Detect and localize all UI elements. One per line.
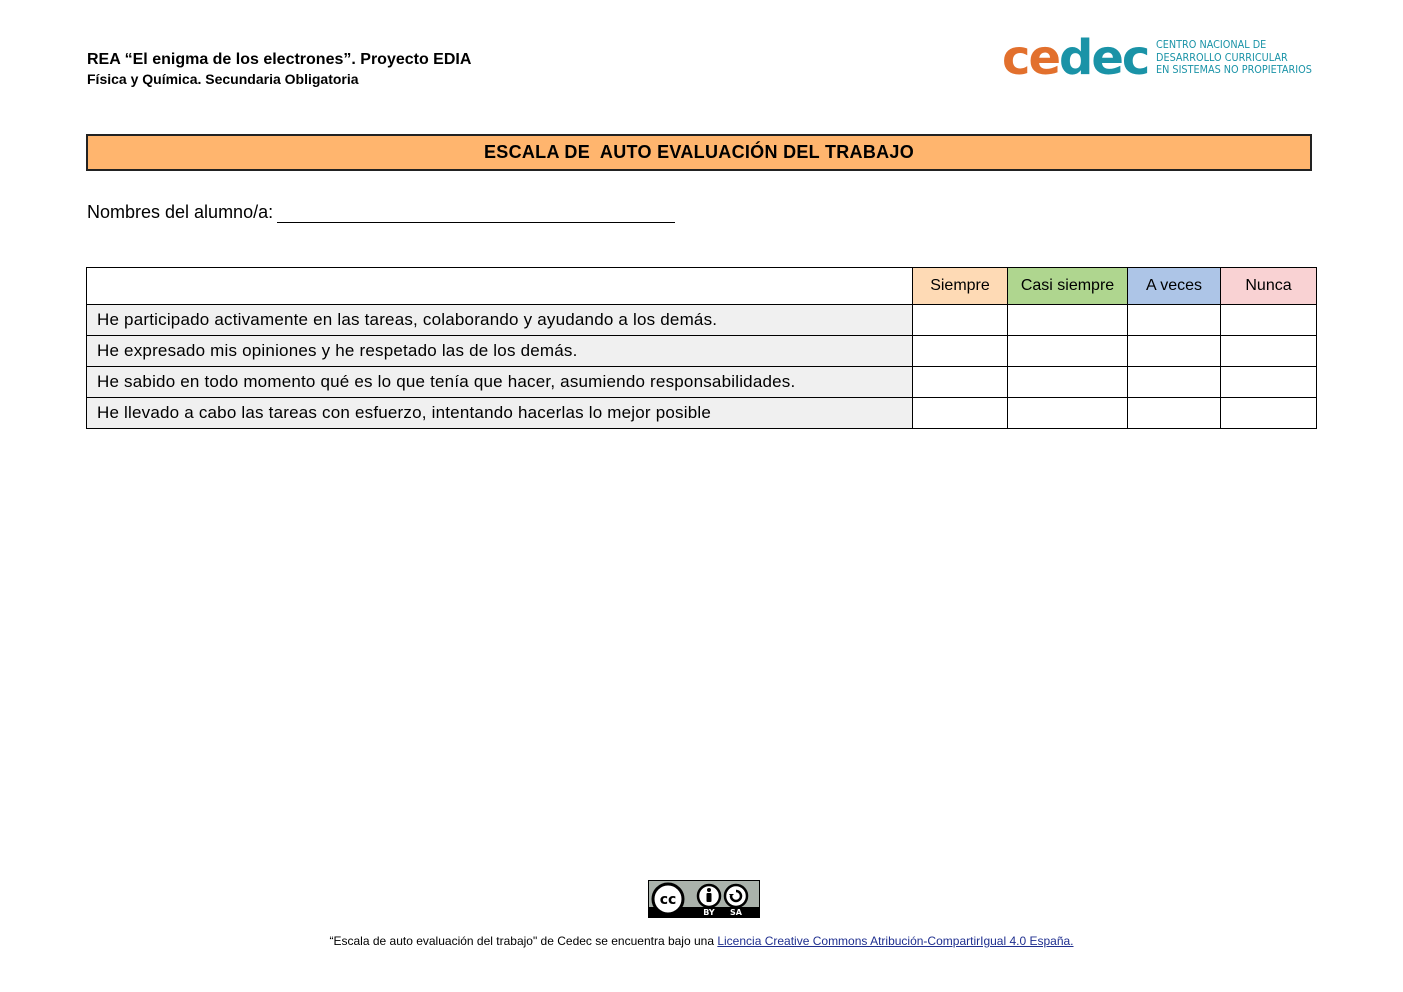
col-header-siempre: Siempre (913, 268, 1008, 305)
answer-cell-a-veces[interactable] (1128, 336, 1221, 367)
answer-cell-a-veces[interactable] (1128, 398, 1221, 429)
answer-cell-siempre[interactable] (913, 367, 1008, 398)
student-name-blank[interactable] (277, 204, 675, 223)
student-name-line (87, 202, 675, 223)
answer-cell-a-veces[interactable] (1128, 367, 1221, 398)
cedec-logo (1002, 32, 1334, 84)
answer-cell-nunca[interactable] (1221, 398, 1317, 429)
license-footer (0, 934, 1403, 948)
svg-text:cc: cc (659, 892, 677, 908)
cc-badge-by: BY (703, 908, 715, 917)
cc-badge-graphic (649, 881, 759, 917)
table-row (87, 398, 1317, 429)
logo-word-teal: dec (1059, 30, 1149, 86)
license-text: “Escala de auto evaluación del trabajo" de Cedec se encuentra bajo una (329, 934, 718, 948)
cc-badge-sa: SA (730, 908, 742, 917)
answer-cell-siempre[interactable] (913, 398, 1008, 429)
logo-line-1: CENTRO NACIONAL DE (1156, 38, 1267, 52)
answer-cell-siempre[interactable] (913, 336, 1008, 367)
title-banner: ESCALA DE AUTO EVALUACIÓN DEL TRABAJO (86, 134, 1312, 171)
cc-by-sa-icon[interactable] (648, 880, 760, 918)
header-empty-cell (87, 268, 913, 305)
table-row (87, 305, 1317, 336)
item-statement: He sabido en todo momento qué es lo que tenía que hacer, asumiendo responsabilidades. (87, 367, 913, 398)
table-row (87, 367, 1317, 398)
header-title: REA “El enigma de los electrones”. Proyecto EDIA (87, 51, 472, 68)
answer-cell-siempre[interactable] (913, 305, 1008, 336)
answer-cell-casi-siempre[interactable] (1008, 305, 1128, 336)
col-header-nunca: Nunca (1221, 268, 1317, 305)
license-link[interactable]: Licencia Creative Commons Atribución-CompartirIgual 4.0 España. (717, 934, 1074, 948)
cedec-logo-tagline (1156, 39, 1312, 77)
answer-cell-casi-siempre[interactable] (1008, 336, 1128, 367)
document-header (87, 50, 471, 88)
logo-line-3: EN SISTEMAS NO PROPIETARIOS (1156, 63, 1313, 77)
self-evaluation-table (86, 267, 1317, 429)
logo-line-2: DESARROLLO CURRICULAR (1156, 50, 1289, 64)
item-statement: He participado activamente en las tareas, colaborando y ayudando a los demás. (87, 305, 913, 336)
header-subtitle: Física y Química. Secundaria Obligatoria (87, 71, 359, 87)
table-header-row (87, 268, 1317, 305)
answer-cell-casi-siempre[interactable] (1008, 367, 1128, 398)
answer-cell-nunca[interactable] (1221, 336, 1317, 367)
item-statement: He llevado a cabo las tareas con esfuerzo, intentando hacerlas lo mejor posible (87, 398, 913, 429)
col-header-casi-siempre: Casi siempre (1008, 268, 1128, 305)
cedec-logo-wordmark (1002, 30, 1149, 86)
student-name-label: Nombres del alumno/a: (87, 202, 274, 222)
table-row (87, 336, 1317, 367)
answer-cell-nunca[interactable] (1221, 305, 1317, 336)
answer-cell-a-veces[interactable] (1128, 305, 1221, 336)
col-header-a-veces: A veces (1128, 268, 1221, 305)
answer-cell-nunca[interactable] (1221, 367, 1317, 398)
answer-cell-casi-siempre[interactable] (1008, 398, 1128, 429)
item-statement: He expresado mis opiniones y he respetado las de los demás. (87, 336, 913, 367)
logo-word-orange: ce (1002, 30, 1060, 86)
